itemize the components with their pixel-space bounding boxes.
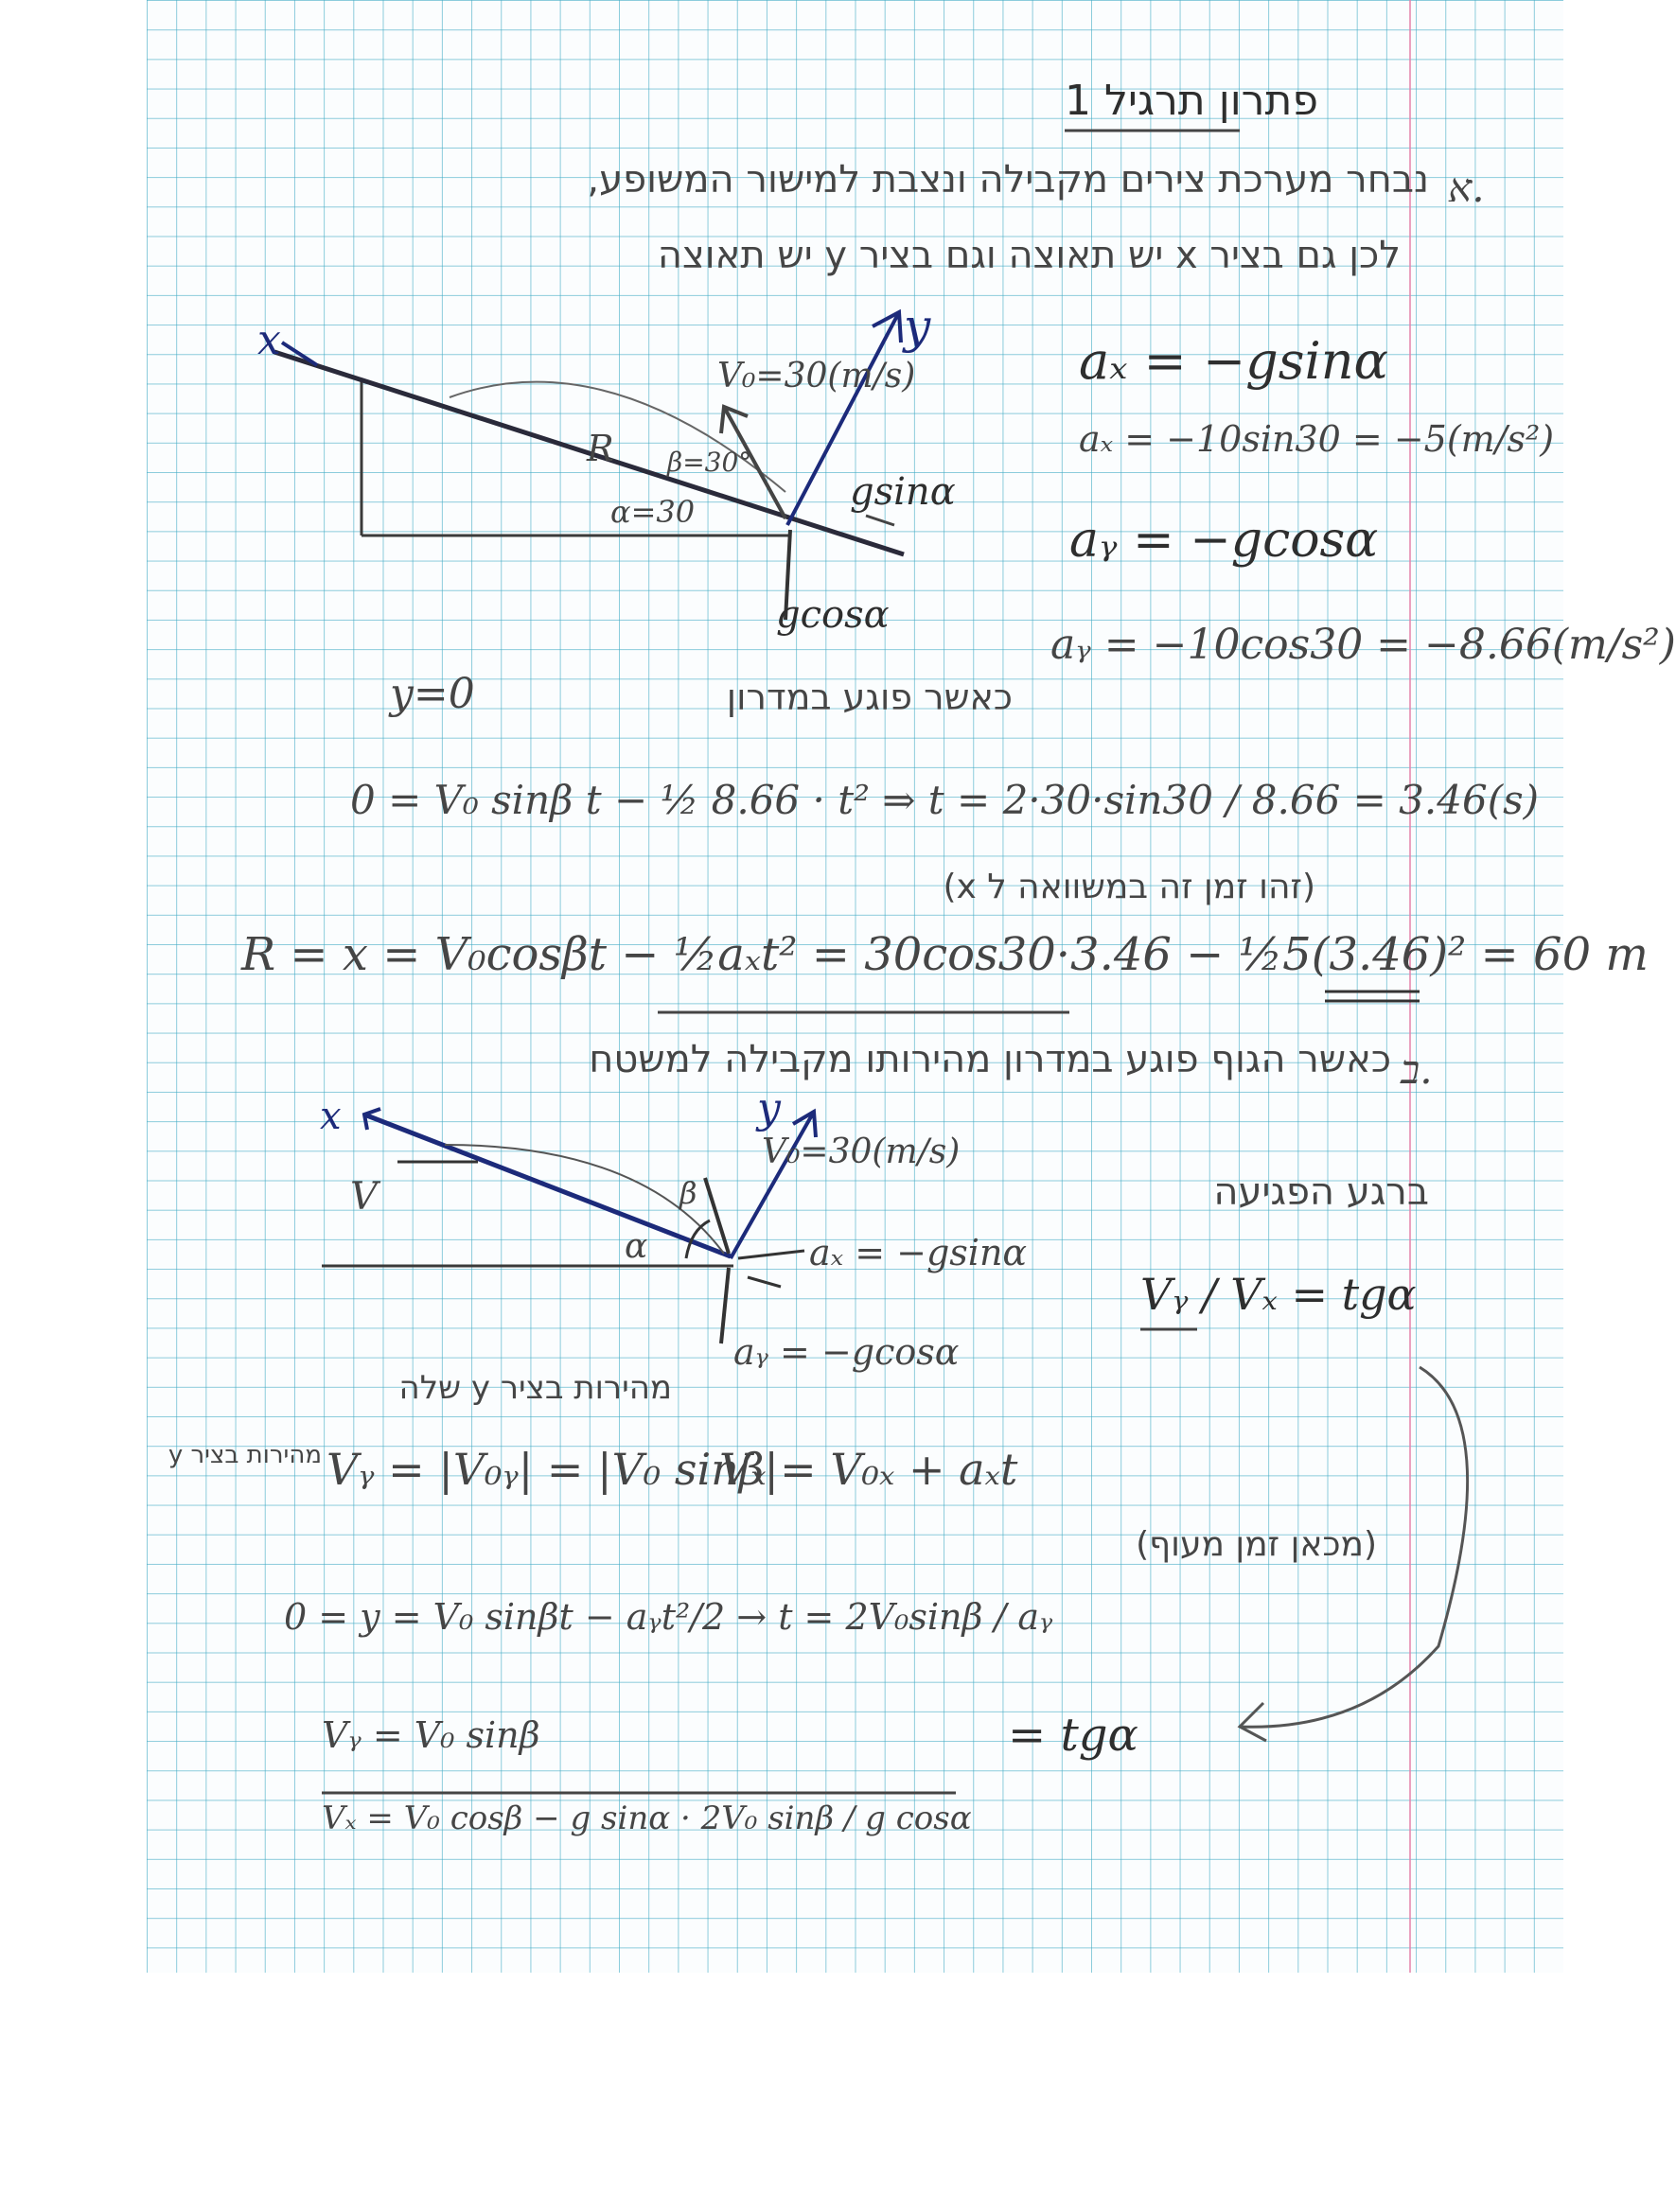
final-equation-numerator: Vᵧ = V₀ sinβ bbox=[322, 1714, 540, 1756]
part-b-line-1: כאשר הגוף פוגע במדרון מהירותו מקבילה למשטח bbox=[589, 1038, 1391, 1081]
side-note-margin: מהירות בציר y bbox=[168, 1441, 322, 1469]
side-note: מהירות בציר y שלה bbox=[398, 1369, 672, 1407]
diagram-a-v0: V₀=30(m/s) bbox=[717, 357, 916, 395]
diagram-b-axis-y: y bbox=[757, 1084, 781, 1132]
diagram-a-axis-y: y bbox=[904, 299, 931, 354]
ay-formula: aᵧ = −gcosα bbox=[1069, 512, 1379, 569]
time-equation: 0 = V₀ sinβ t − ½ 8.66 · t² ⇒ t = 2·30·sin30 / 8.66 = 3.46(s) bbox=[350, 777, 1540, 823]
incline-diagram-b bbox=[322, 1109, 816, 1343]
part-a-line-2: לכן גם בציר x יש תאוצה וגם בציר y יש תאוצה bbox=[657, 234, 1401, 277]
time-note: (זהו זמן זה במשוואה ל x) bbox=[943, 868, 1315, 906]
diagram-b-alpha: α bbox=[625, 1227, 648, 1266]
diagram-b-v0: V₀=30(m/s) bbox=[762, 1132, 961, 1171]
diagram-a-axis-x: x bbox=[257, 316, 281, 364]
condition-equation: y=0 bbox=[390, 670, 475, 718]
vy-equation: Vᵧ = |V₀ᵧ| = |V₀ sinβ| bbox=[326, 1444, 779, 1495]
final-equation-denominator: Vₓ = V₀ cosβ − g sinα · 2V₀ sinβ / g cosα bbox=[322, 1799, 972, 1837]
ax-formula: aₓ = −gsinα bbox=[1079, 331, 1388, 391]
diagram-b-ay: aᵧ = −gcosα bbox=[733, 1331, 960, 1373]
diagram-a-g-cos: gcosα bbox=[776, 593, 890, 637]
diagram-b-ax: aₓ = −gsinα bbox=[809, 1232, 1028, 1273]
diagram-a-g-sin: gsinα bbox=[850, 470, 956, 514]
page-title: פתרון תרגיל 1 bbox=[1065, 77, 1318, 125]
part-b-marker: ב. bbox=[1401, 1046, 1433, 1093]
diagram-b-axis-x: x bbox=[320, 1095, 342, 1138]
diagram-a-beta: β=30° bbox=[667, 447, 752, 478]
final-equation-result: = tgα bbox=[1008, 1709, 1138, 1762]
ax-value: aₓ = −10sin30 = −5(m/s²) bbox=[1079, 418, 1555, 460]
range-equation: R = x = V₀cosβt − ½aₓt² = 30cos30·3.46 − ½5(3.46)² = 60 m bbox=[241, 928, 1649, 981]
diagram-a-alpha: α=30 bbox=[610, 494, 696, 530]
diagram-a-range: R bbox=[587, 428, 614, 469]
flight-time-equation: 0 = y = V₀ sinβt − aᵧt²/2 → t = 2V₀sinβ / aᵧ bbox=[284, 1596, 1053, 1638]
diagram-b-beta: β bbox=[679, 1175, 697, 1211]
condition-text: כאשר פוגע במדרון bbox=[726, 676, 1013, 718]
vx-equation: Vₓ = V₀ₓ + aₓt bbox=[719, 1444, 1018, 1495]
part-b-line-2: ברגע הפגיעה bbox=[1213, 1170, 1429, 1214]
diagram-b-v: V bbox=[350, 1175, 378, 1219]
flight-time-note: (מכאן זמן מעוף) bbox=[1136, 1525, 1377, 1564]
velocity-ratio: Vᵧ / Vₓ = tgα bbox=[1140, 1269, 1417, 1320]
part-a-line-1: נבחר מערכת צירים מקבילה ונצבת למישור המשופע, bbox=[587, 158, 1429, 202]
ay-value: aᵧ = −10cos30 = −8.66(m/s²) bbox=[1050, 621, 1676, 669]
part-a-marker: א. bbox=[1448, 165, 1485, 211]
